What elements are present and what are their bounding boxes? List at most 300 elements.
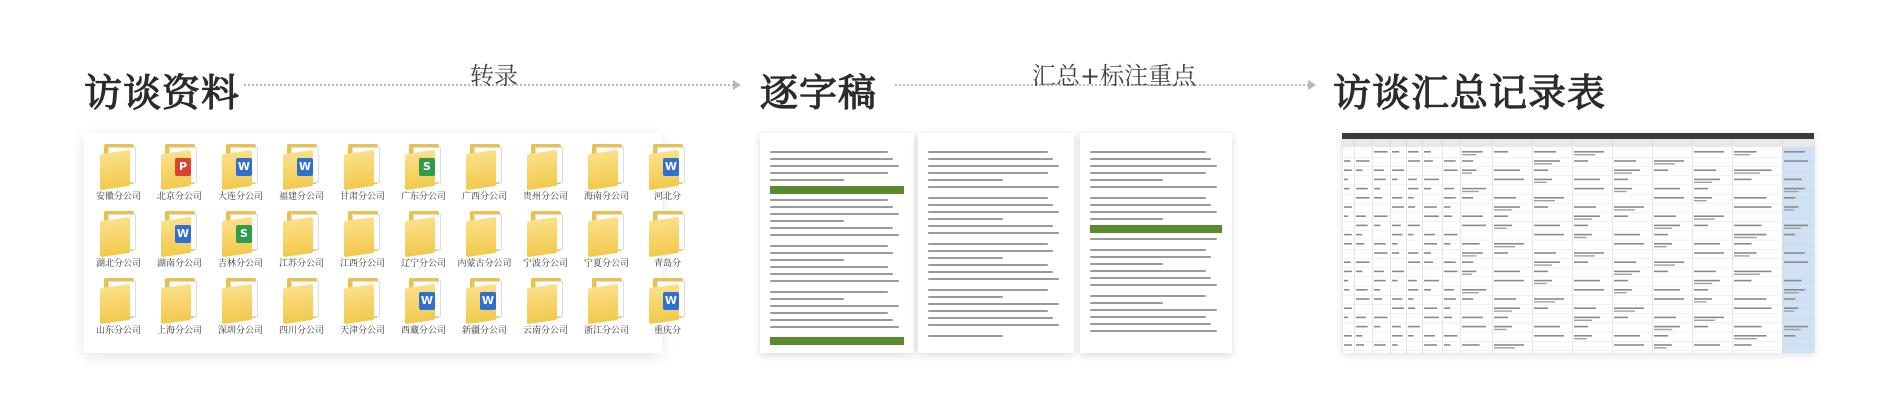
folder-item[interactable] bbox=[149, 273, 210, 340]
text-line bbox=[928, 278, 1059, 280]
excel-file-icon: S bbox=[236, 225, 252, 243]
sheet-gridline bbox=[1342, 166, 1814, 167]
text-line bbox=[770, 220, 844, 222]
sheet-gridline bbox=[1342, 175, 1814, 176]
text-line bbox=[770, 312, 888, 314]
sheet-cell-text bbox=[1356, 335, 1362, 337]
sheet-cell-text bbox=[1694, 243, 1720, 245]
sheet-cell-text bbox=[1534, 169, 1548, 171]
sheet-cell-text bbox=[1574, 206, 1596, 208]
text-line bbox=[1090, 323, 1211, 325]
sheet-cell-text bbox=[1734, 243, 1752, 245]
sheet-cell-text bbox=[1734, 172, 1760, 173]
folder-label: 青岛分 bbox=[653, 259, 681, 269]
text-line bbox=[770, 319, 893, 321]
sheet-cell-text bbox=[1734, 206, 1772, 208]
text-line bbox=[1090, 211, 1217, 213]
sheet-cell-text bbox=[1444, 271, 1458, 273]
sheet-cell-text bbox=[1734, 255, 1750, 256]
sheet-cell-text bbox=[1784, 179, 1802, 181]
sheet-cell-text bbox=[1784, 298, 1795, 300]
sheet-cell-text bbox=[1534, 225, 1560, 227]
text-line bbox=[1090, 197, 1206, 199]
folder-item[interactable] bbox=[88, 139, 149, 206]
sheet-cell-text bbox=[1444, 243, 1450, 245]
sheet-cell-text bbox=[1654, 261, 1684, 263]
sheet-cell-text bbox=[1534, 197, 1564, 199]
sheet-cell-text bbox=[1574, 218, 1592, 219]
sheet-cell-text bbox=[1408, 188, 1418, 190]
text-line bbox=[1090, 316, 1206, 318]
folder-item[interactable] bbox=[637, 273, 698, 340]
sheet-cell-text bbox=[1356, 225, 1368, 227]
sheet-cell-text bbox=[1734, 338, 1757, 339]
sheet-cell-text bbox=[1494, 206, 1520, 208]
folder-label: 新疆分公司 bbox=[461, 326, 507, 336]
text-line bbox=[1090, 218, 1163, 220]
text-line bbox=[770, 259, 844, 261]
text-line bbox=[928, 257, 1003, 259]
sheet-cell-text bbox=[1614, 206, 1644, 208]
ppt-file-icon: P bbox=[175, 158, 191, 176]
folder-item[interactable] bbox=[393, 273, 454, 340]
folder-label: 西藏分公司 bbox=[400, 326, 446, 336]
folder-label: 湖北分公司 bbox=[95, 259, 141, 269]
sheet-cell-text bbox=[1392, 326, 1401, 328]
sheet-cell-text bbox=[1462, 225, 1486, 227]
folder-label: 广西分公司 bbox=[461, 192, 507, 202]
folder-label: 四川分公司 bbox=[278, 326, 324, 336]
text-line bbox=[1090, 158, 1211, 160]
sheet-cell-text bbox=[1344, 179, 1348, 181]
sheet-column-header bbox=[1342, 139, 1814, 147]
folder-item[interactable] bbox=[454, 139, 515, 206]
sheet-cell-text bbox=[1784, 191, 1799, 192]
sheet-cell-text bbox=[1424, 179, 1439, 181]
sheet-highlight-column bbox=[1782, 147, 1814, 353]
sheet-cell-text bbox=[1424, 160, 1433, 162]
folder-icon bbox=[222, 211, 260, 255]
sheet-cell-text bbox=[1784, 234, 1795, 236]
folder-label: 江苏分公司 bbox=[278, 259, 324, 269]
sheet-cell-text bbox=[1654, 163, 1675, 164]
folder-label: 北京分公司 bbox=[156, 192, 202, 202]
sheet-cell-text bbox=[1654, 215, 1676, 217]
sheet-cell-text bbox=[1424, 151, 1431, 153]
sheet-cell-text bbox=[1494, 307, 1520, 309]
sheet-gridline bbox=[1342, 277, 1814, 278]
sheet-cell-text bbox=[1654, 329, 1672, 330]
folder-label: 大连分公司 bbox=[217, 192, 263, 202]
folder-item[interactable] bbox=[454, 206, 515, 273]
sheet-cell-text bbox=[1344, 188, 1349, 190]
folder-label: 天津分公司 bbox=[339, 326, 385, 336]
sheet-cell-text bbox=[1462, 289, 1486, 291]
folder-label: 山东分公司 bbox=[95, 326, 141, 336]
sheet-cell-text bbox=[1614, 179, 1628, 181]
folder-grid bbox=[88, 139, 698, 340]
sheet-cell-text bbox=[1784, 151, 1805, 153]
sheet-cell-text bbox=[1374, 298, 1382, 300]
highlight-bar bbox=[770, 186, 904, 194]
sheet-gridline bbox=[1342, 341, 1814, 342]
folder-item[interactable] bbox=[210, 206, 271, 273]
folder-icon bbox=[161, 211, 199, 255]
stage-title-interview-materials: 访谈资料 bbox=[84, 71, 241, 115]
text-line bbox=[928, 165, 1059, 167]
sheet-cell-text bbox=[1534, 264, 1552, 265]
sheet-cell-text bbox=[1392, 271, 1404, 273]
folder-item[interactable] bbox=[271, 206, 332, 273]
sheet-cell-text bbox=[1494, 344, 1524, 346]
sheet-cell-text bbox=[1374, 243, 1386, 245]
sheet-cell-text bbox=[1392, 234, 1402, 236]
sheet-cell-text bbox=[1734, 274, 1760, 275]
folder-icon bbox=[283, 211, 321, 255]
sheet-cell-text bbox=[1534, 307, 1548, 309]
sheet-cell-text bbox=[1444, 298, 1456, 300]
sheet-cell-text bbox=[1462, 191, 1479, 192]
text-line bbox=[770, 266, 888, 268]
sheet-cell-text bbox=[1344, 169, 1352, 171]
sheet-cell-text bbox=[1344, 261, 1351, 263]
sheet-cell-text bbox=[1356, 234, 1362, 236]
text-line bbox=[1090, 249, 1206, 251]
sheet-cell-text bbox=[1654, 228, 1672, 229]
sheet-cell-text bbox=[1734, 307, 1772, 309]
word-file-icon: W bbox=[175, 225, 191, 243]
sheet-cell-text bbox=[1374, 225, 1380, 227]
sheet-cell-text bbox=[1574, 280, 1600, 282]
folder-icon bbox=[588, 211, 626, 255]
folder-item[interactable] bbox=[88, 206, 149, 273]
sheet-gridline bbox=[1342, 139, 1343, 353]
sheet-cell-text bbox=[1494, 271, 1520, 273]
folder-item[interactable] bbox=[332, 273, 393, 340]
text-line bbox=[770, 326, 899, 328]
sheet-cell-text bbox=[1574, 326, 1588, 328]
text-line bbox=[770, 234, 899, 236]
folder-label: 辽宁分公司 bbox=[400, 259, 446, 269]
folder-label: 重庆分 bbox=[653, 326, 681, 336]
folder-item[interactable] bbox=[210, 273, 271, 340]
sheet-cell-text bbox=[1356, 197, 1370, 199]
folder-item[interactable] bbox=[576, 139, 637, 206]
word-file-icon: W bbox=[663, 292, 679, 310]
sheet-cell-text bbox=[1784, 307, 1798, 309]
sheet-cell-text bbox=[1374, 188, 1380, 190]
sheet-cell-text bbox=[1408, 261, 1420, 263]
sheet-cell-text bbox=[1734, 197, 1767, 199]
folder-item[interactable] bbox=[454, 273, 515, 340]
sheet-cell-text bbox=[1654, 271, 1668, 273]
sheet-cell-text bbox=[1734, 271, 1772, 273]
sheet-cell-text bbox=[1462, 344, 1480, 346]
sheet-cell-text bbox=[1534, 200, 1555, 201]
sheet-cell-text bbox=[1784, 329, 1801, 330]
sheet-cell-text bbox=[1374, 252, 1388, 254]
text-line bbox=[770, 298, 844, 300]
sheet-cell-text bbox=[1654, 344, 1672, 346]
folder-item[interactable] bbox=[271, 139, 332, 206]
sheet-cell-text bbox=[1784, 280, 1802, 282]
sheet-gridline bbox=[1422, 139, 1423, 353]
sheet-cell-text bbox=[1694, 326, 1708, 328]
folder-item[interactable] bbox=[332, 206, 393, 273]
text-line bbox=[1090, 238, 1217, 240]
folder-item[interactable] bbox=[637, 206, 698, 273]
sheet-cell-text bbox=[1574, 237, 1587, 238]
sheet-cell-text bbox=[1494, 209, 1512, 210]
sheet-cell-text bbox=[1462, 197, 1473, 199]
sheet-gridline bbox=[1692, 139, 1693, 353]
folder-item[interactable] bbox=[210, 139, 271, 206]
sheet-cell-text bbox=[1784, 335, 1795, 337]
folder-icon bbox=[161, 144, 199, 188]
sheet-cell-text bbox=[1424, 243, 1437, 245]
text-line bbox=[1090, 295, 1206, 297]
sheet-cell-text bbox=[1408, 234, 1414, 236]
sheet-cell-text bbox=[1444, 206, 1450, 208]
sheet-cell-text bbox=[1494, 347, 1515, 348]
sheet-cell-text bbox=[1424, 317, 1439, 319]
sheet-cell-text bbox=[1784, 252, 1805, 254]
folder-item[interactable] bbox=[149, 206, 210, 273]
text-line bbox=[1090, 165, 1217, 167]
sheet-cell-text bbox=[1574, 261, 1588, 263]
text-line bbox=[770, 291, 888, 293]
sheet-cell-text bbox=[1694, 344, 1720, 346]
folder-item[interactable] bbox=[88, 273, 149, 340]
sheet-cell-text bbox=[1462, 252, 1483, 254]
sheet-cell-text bbox=[1374, 169, 1384, 171]
text-line bbox=[1090, 256, 1211, 258]
sheet-cell-text bbox=[1444, 289, 1454, 291]
folder-icon bbox=[222, 278, 260, 322]
sheet-cell-text bbox=[1424, 188, 1431, 190]
sheet-cell-text bbox=[1462, 154, 1477, 155]
sheet-cell-text bbox=[1694, 179, 1720, 181]
sheet-cell-text bbox=[1494, 280, 1524, 282]
sheet-cell-text bbox=[1614, 335, 1640, 337]
sheet-cell-text bbox=[1614, 310, 1635, 311]
sheet-cell-text bbox=[1694, 151, 1724, 153]
text-line bbox=[770, 273, 893, 275]
text-line bbox=[770, 179, 844, 181]
folder-item[interactable] bbox=[271, 273, 332, 340]
sheet-cell-text bbox=[1614, 307, 1644, 309]
sheet-cell-text bbox=[1444, 197, 1456, 199]
sheet-gridline bbox=[1652, 139, 1653, 353]
sheet-cell-text bbox=[1344, 243, 1352, 245]
folder-icon bbox=[466, 278, 504, 322]
sheet-cell-text bbox=[1534, 151, 1556, 153]
sheet-cell-text bbox=[1614, 209, 1635, 210]
sheet-cell-text bbox=[1694, 317, 1724, 319]
sheet-cell-text bbox=[1654, 317, 1676, 319]
sheet-cell-text bbox=[1494, 298, 1516, 300]
sheet-cell-text bbox=[1392, 252, 1399, 254]
sheet-cell-text bbox=[1534, 335, 1564, 337]
sheet-cell-text bbox=[1392, 179, 1398, 181]
sheet-cell-text bbox=[1534, 271, 1548, 273]
sheet-cell-text bbox=[1374, 326, 1380, 328]
sheet-cell-text bbox=[1574, 289, 1604, 291]
sheet-cell-text bbox=[1444, 307, 1450, 309]
sheet-cell-text bbox=[1444, 261, 1456, 263]
folder-icon bbox=[344, 211, 382, 255]
folder-icon bbox=[649, 278, 687, 322]
sheet-gridline bbox=[1732, 139, 1733, 353]
sheet-cell-text bbox=[1356, 344, 1364, 346]
folder-item[interactable] bbox=[332, 139, 393, 206]
sheet-cell-text bbox=[1444, 344, 1450, 346]
text-line bbox=[928, 211, 1059, 213]
sheet-cell-text bbox=[1654, 197, 1684, 199]
sheet-cell-text bbox=[1344, 344, 1352, 346]
text-line bbox=[928, 303, 1059, 305]
sheet-gridline bbox=[1342, 185, 1814, 186]
sheet-cell-text bbox=[1654, 246, 1667, 247]
sheet-cell-text bbox=[1356, 160, 1370, 162]
excel-file-icon: S bbox=[419, 158, 435, 176]
sheet-cell-text bbox=[1392, 307, 1404, 309]
text-line bbox=[1090, 179, 1163, 181]
sheet-cell-text bbox=[1462, 188, 1486, 190]
sheet-gridline bbox=[1612, 139, 1613, 353]
sheet-gridline bbox=[1342, 332, 1814, 333]
folder-icon bbox=[527, 144, 565, 188]
folder-icon bbox=[527, 278, 565, 322]
sheet-cell-text bbox=[1374, 280, 1386, 282]
sheet-cell-text bbox=[1494, 246, 1515, 247]
sheet-cell-text bbox=[1614, 292, 1627, 293]
highlight-bar bbox=[1090, 225, 1222, 233]
folder-item[interactable] bbox=[393, 139, 454, 206]
folder-icon bbox=[100, 144, 138, 188]
sheet-cell-text bbox=[1374, 317, 1388, 319]
sheet-cell-text bbox=[1614, 243, 1644, 245]
folder-label: 贵州分公司 bbox=[522, 192, 568, 202]
sheet-cell-text bbox=[1392, 298, 1402, 300]
sheet-cell-text bbox=[1784, 197, 1795, 199]
sheet-cell-text bbox=[1574, 154, 1595, 155]
folder-item[interactable] bbox=[515, 273, 576, 340]
sheet-cell-text bbox=[1694, 182, 1712, 183]
sheet-cell-text bbox=[1694, 197, 1712, 199]
text-line bbox=[770, 252, 893, 254]
folder-label: 河北分 bbox=[653, 192, 681, 202]
sheet-gridline bbox=[1342, 350, 1814, 351]
sheet-cell-text bbox=[1462, 160, 1473, 162]
folder-label: 江西分公司 bbox=[339, 259, 385, 269]
sheet-cell-text bbox=[1694, 280, 1720, 282]
word-file-icon: W bbox=[419, 292, 435, 310]
folder-icon bbox=[161, 278, 199, 322]
folder-icon bbox=[100, 211, 138, 255]
folder-item[interactable] bbox=[393, 206, 454, 273]
text-line bbox=[928, 335, 1003, 337]
sheet-gridline bbox=[1342, 323, 1814, 324]
sheet-cell-text bbox=[1654, 234, 1668, 236]
text-line bbox=[1090, 309, 1217, 311]
sheet-cell-text bbox=[1654, 243, 1672, 245]
text-line bbox=[928, 250, 1053, 252]
sheet-cell-text bbox=[1444, 188, 1454, 190]
sheet-cell-text bbox=[1494, 310, 1512, 311]
folder-label: 海南分公司 bbox=[583, 192, 629, 202]
sheet-cell-text bbox=[1534, 252, 1556, 254]
text-line bbox=[770, 213, 899, 215]
sheet-cell-text bbox=[1356, 271, 1362, 273]
sheet-cell-text bbox=[1734, 252, 1757, 254]
sheet-cell-text bbox=[1534, 234, 1564, 236]
sheet-cell-text bbox=[1654, 289, 1680, 291]
sheet-cell-text bbox=[1344, 289, 1349, 291]
text-line bbox=[770, 172, 888, 174]
sheet-cell-text bbox=[1344, 335, 1352, 337]
sheet-gridline bbox=[1342, 304, 1814, 305]
sheet-cell-text bbox=[1392, 151, 1399, 153]
sheet-cell-text bbox=[1614, 271, 1640, 273]
folder-item[interactable] bbox=[515, 206, 576, 273]
folder-item[interactable] bbox=[637, 139, 698, 206]
sheet-gridline bbox=[1342, 157, 1814, 158]
text-line bbox=[928, 317, 1053, 319]
sheet-cell-text bbox=[1494, 151, 1508, 153]
sheet-cell-text bbox=[1462, 317, 1483, 319]
folder-item[interactable] bbox=[149, 139, 210, 206]
folder-label: 甘肃分公司 bbox=[339, 192, 385, 202]
folder-icon bbox=[588, 278, 626, 322]
sheet-cell-text bbox=[1614, 280, 1628, 282]
sheet-cell-text bbox=[1356, 188, 1368, 190]
folder-icon bbox=[466, 144, 504, 188]
sheet-gridline bbox=[1390, 139, 1391, 353]
sheet-cell-text bbox=[1494, 215, 1508, 217]
text-line bbox=[770, 245, 888, 247]
sheet-cell-text bbox=[1408, 252, 1418, 254]
sheet-cell-text bbox=[1462, 292, 1479, 293]
sheet-cell-text bbox=[1694, 298, 1712, 300]
sheet-cell-text bbox=[1374, 179, 1386, 181]
sheet-gridline bbox=[1532, 139, 1533, 353]
sheet-cell-text bbox=[1614, 234, 1640, 236]
word-file-icon: W bbox=[297, 158, 313, 176]
folder-icon bbox=[222, 144, 260, 188]
folder-item[interactable] bbox=[515, 139, 576, 206]
sheet-cell-text bbox=[1784, 160, 1808, 162]
sheet-cell-text bbox=[1574, 307, 1596, 309]
folder-icon bbox=[649, 211, 687, 255]
text-line bbox=[770, 151, 888, 153]
folder-icon bbox=[649, 144, 687, 188]
sheet-cell-text bbox=[1408, 206, 1415, 208]
sheet-cell-text bbox=[1574, 320, 1592, 321]
text-line bbox=[1090, 263, 1163, 265]
folder-icon bbox=[405, 144, 443, 188]
sheet-cell-text bbox=[1574, 234, 1592, 236]
sheet-gridline bbox=[1354, 139, 1355, 353]
sheet-gridline bbox=[1572, 139, 1573, 353]
sheet-cell-text bbox=[1494, 329, 1507, 330]
sheet-gridline bbox=[1460, 139, 1461, 353]
text-line bbox=[928, 218, 1003, 220]
folder-item[interactable] bbox=[576, 206, 637, 273]
folder-item[interactable] bbox=[576, 273, 637, 340]
sheet-cell-text bbox=[1408, 225, 1420, 227]
sheet-gridline bbox=[1342, 313, 1814, 314]
